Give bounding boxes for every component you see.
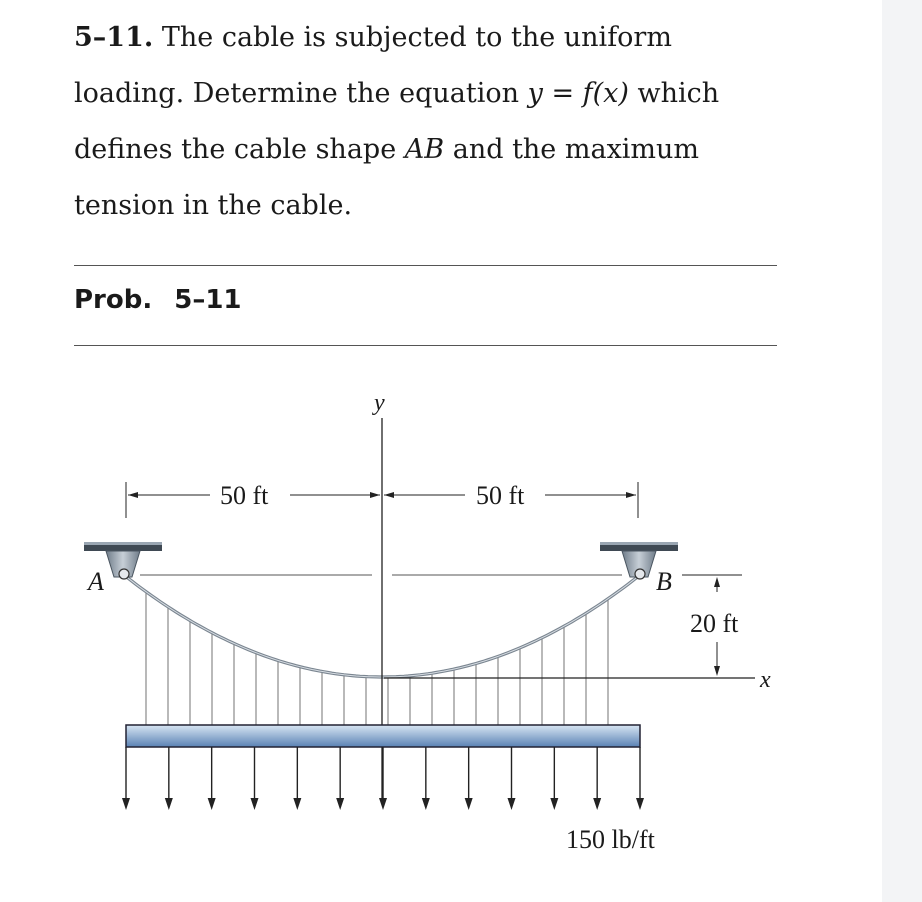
point-a-label: A: [88, 567, 104, 596]
left-span-label: 50 ft: [220, 481, 269, 510]
top-divider: [74, 265, 777, 266]
math-ab: AB: [404, 134, 445, 165]
load-arrow-head: [293, 798, 301, 810]
span-arrow-left: [128, 492, 138, 498]
math-equals: =: [551, 78, 575, 109]
load-arrow-head: [550, 798, 558, 810]
span-arrow-mid-left: [370, 492, 380, 498]
x-axis-label: x: [760, 667, 771, 693]
sag-arrow-top: [714, 577, 720, 587]
problem-text-part2: which defines the cable shape: [74, 78, 720, 165]
load-arrows: [122, 747, 644, 810]
load-arrow: [165, 747, 173, 810]
load-arrow: [336, 747, 344, 810]
caption-prefix: Prob.: [74, 285, 153, 315]
problem-text-part3: and the maximum tension in the cable.: [74, 134, 700, 221]
deck-beam: [126, 725, 640, 747]
load-arrow-head: [593, 798, 601, 810]
load-arrow: [208, 747, 216, 810]
problem-text-part1: The cable is subjected to the uniform loading. Determine the equation: [74, 22, 672, 109]
load-arrow: [251, 747, 259, 810]
load-arrow: [636, 747, 644, 810]
load-arrow: [508, 747, 516, 810]
span-arrow-right: [626, 492, 636, 498]
caption-number: 5–11: [174, 285, 242, 315]
load-arrow-head: [122, 798, 130, 810]
load-arrow-head: [379, 798, 387, 810]
load-arrow: [293, 747, 301, 810]
bottom-divider: [74, 345, 777, 346]
right-span-label: 50 ft: [476, 481, 525, 510]
load-arrow-head: [208, 798, 216, 810]
problem-caption: [74, 285, 264, 315]
point-b-label: B: [656, 567, 672, 596]
cable-figure: [0, 380, 880, 880]
load-arrow-head: [336, 798, 344, 810]
load-arrow: [550, 747, 558, 810]
load-arrow: [593, 747, 601, 810]
load-arrow: [122, 747, 130, 810]
load-arrow-head: [422, 798, 430, 810]
load-arrow-head: [251, 798, 259, 810]
y-axis-label: y: [374, 390, 385, 416]
math-fx: f(x): [582, 78, 629, 109]
load-arrow-head: [165, 798, 173, 810]
load-arrow: [422, 747, 430, 810]
problem-number: 5–11.: [74, 22, 154, 53]
load-arrow: [379, 747, 387, 810]
sag-arrow-bottom: [714, 666, 720, 676]
problem-statement: [74, 10, 774, 234]
load-arrow-head: [508, 798, 516, 810]
sidebar-strip: [882, 0, 922, 902]
load-arrow-head: [465, 798, 473, 810]
span-arrow-mid-right: [384, 492, 394, 498]
hanger-lines: [146, 592, 608, 725]
sag-label: 20 ft: [690, 609, 739, 638]
math-y: y: [527, 78, 543, 109]
load-arrow: [465, 747, 473, 810]
load-arrow-head: [636, 798, 644, 810]
load-label: 150 lb/ft: [566, 825, 655, 854]
